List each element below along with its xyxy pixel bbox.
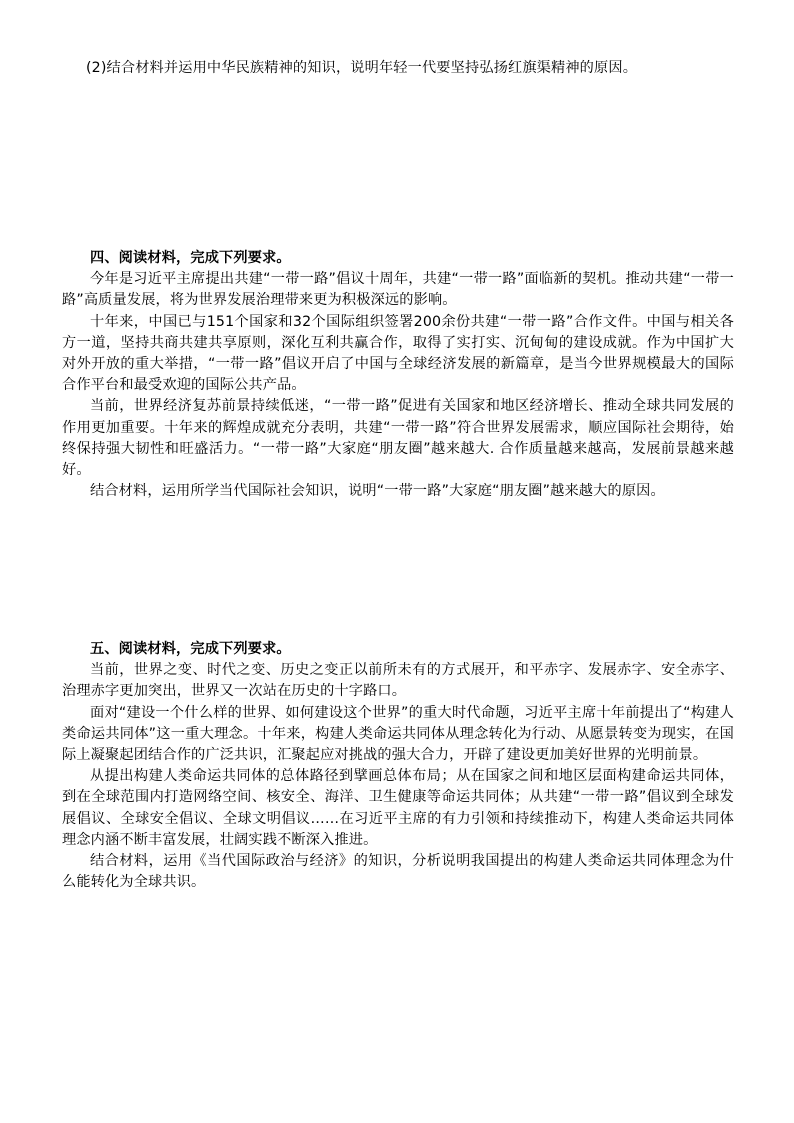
section-5-paragraph-1: 当前，世界之变、时代之变、历史之变正以前所未有的方式展开，和平赤字、发展赤字、安全赤字、治理赤字更加突出，世界又一次站在历史的十字路口。 xyxy=(62,662,734,700)
section-4 xyxy=(62,248,734,502)
section-4-heading: 四、阅读材料，完成下列要求。 xyxy=(90,250,291,266)
section-5-question: 结合材料，运用《当代国际政治与经济》的知识，分析说明我国提出的构建人类命运共同体理念为什么能转化为全球共识。 xyxy=(62,853,734,891)
section-4-paragraph-2: 十年来，中国已与151个国家和32个国际组织签署200余份共建“一带一路”合作文件。中国与相关各方一道，坚持共商共建共享原则，深化互利共赢合作，取得了实打实、沉甸甸的建设成就。作为中国扩大对外开放的重大举措，“一带一路”倡议开启了中国与全球经济发展的新篇章，是当今世界规模最大的国际合作平台和最受欢迎的国际公共产品。 xyxy=(62,313,734,394)
section-5-paragraph-2: 面对“建设一个什么样的世界、如何建设这个世界”的重大时代命题，习近平主席十年前提出了“构建人类命运共同体”这一重大理念。十年来，构建人类命运共同体从理念转化为行动、从愿景转变为现实，在国际上凝聚起团结合作的广泛共识，汇聚起应对挑战的强大合力，开辟了建设更加美好世界的光明前景。 xyxy=(62,704,734,764)
section-4-paragraph-1: 今年是习近平主席提出共建“一带一路”倡议十周年，共建“一带一路”面临新的契机。推动共建“一带一路”高质量发展，将为世界发展治理带来更为积极深远的影响。 xyxy=(62,271,734,309)
section-5-heading: 五、阅读材料，完成下列要求。 xyxy=(90,641,291,657)
section-4-question: 结合材料，运用所学当代国际社会知识，说明“一带一路”大家庭“朋友圈”越来越大的原因。 xyxy=(90,483,665,500)
section-5 xyxy=(62,639,734,893)
question-2 xyxy=(62,58,734,79)
section-5-paragraph-3: 从提出构建人类命运共同体的总体路径到擘画总体布局；从在国家之间和地区层面构建命运共同体，到在全球范围内打造网络空间、核安全、海洋、卫生健康等命运共同体；从共建“一带一路”倡议到全球发展倡议、全球安全倡议、全球文明倡议……在习近平主席的有力引领和持续推动下，构建人类命运共同体理念内涵不断丰富发展，壮阔实践不断深入推进。 xyxy=(62,768,734,848)
section-4-paragraph-3: 当前，世界经济复苏前景持续低迷，“一带一路”促进有关国家和地区经济增长、推动全球共同发展的作用更加重要。十年来的辉煌成就充分表明，共建“一带一路”符合世界发展需求，顺应国际社会期待，始终保持强大韧性和旺盛活力。“一带一路”大家庭“朋友圈”越来越大. 合作质量越来越高，发展前景越来越好。 xyxy=(62,398,734,479)
question-2-text: (2)结合材料并运用中华民族精神的知识，说明年轻一代要坚持弘扬红旗渠精神的原因。 xyxy=(86,60,638,76)
